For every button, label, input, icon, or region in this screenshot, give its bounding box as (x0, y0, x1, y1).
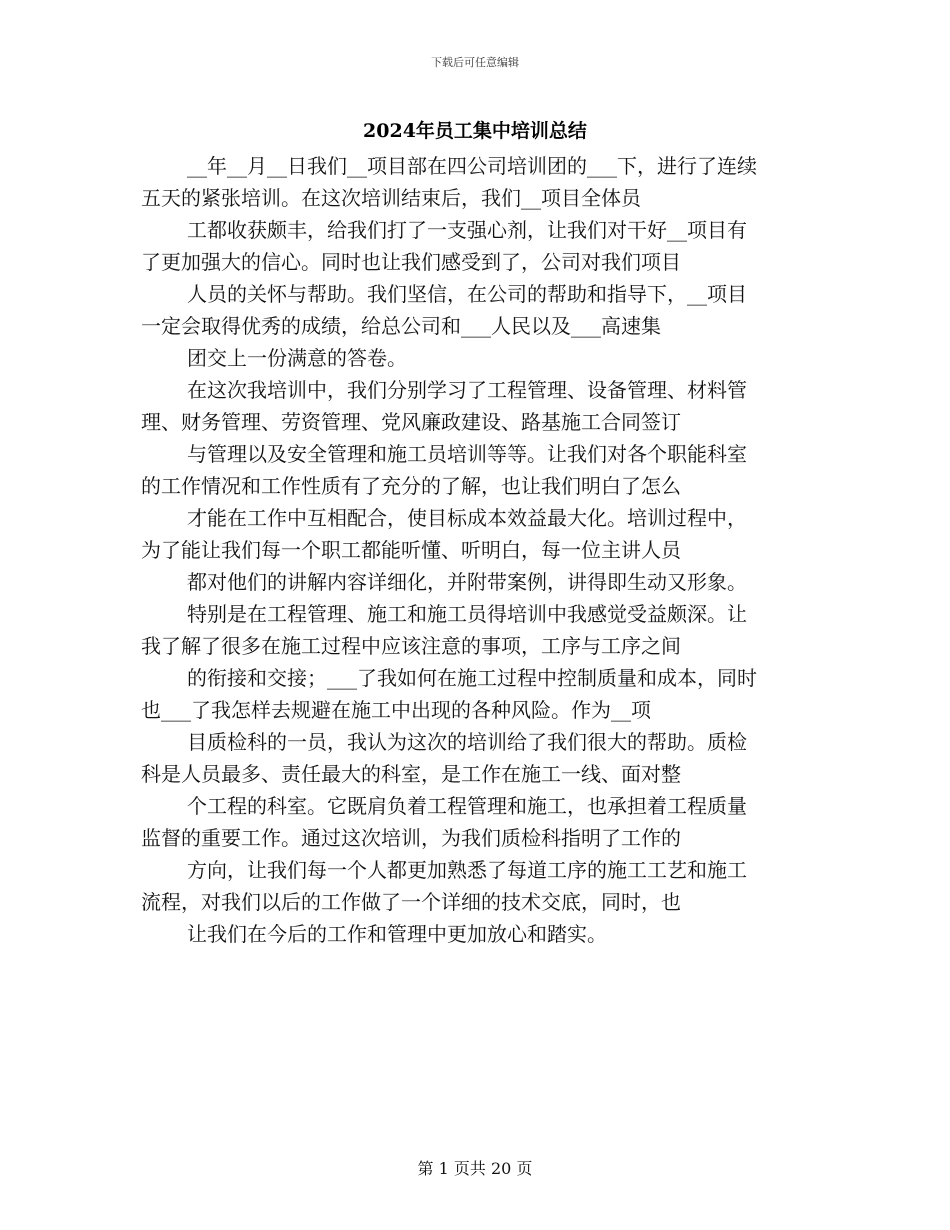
paragraph (141, 662, 811, 726)
text-line: 人员的关怀与帮助。我们坚信，在公司的帮助和指导下，__项目 (187, 282, 747, 306)
text-line: 也___了我怎样去规避在施工中出现的各种风险。作为__项 (141, 698, 651, 722)
paragraph (141, 566, 811, 598)
paragraph (141, 150, 811, 214)
text-line: 才能在工作中互相配合，使目标成本效益最大化。培训过程中， (187, 506, 747, 530)
text-line: 在这次我培训中，我们分别学习了工程管理、设备管理、材料管 (187, 378, 747, 402)
text-line: 的工作情况和工作性质有了充分的了解，也让我们明白了怎么 (141, 474, 681, 498)
paragraph (141, 214, 811, 278)
text-line: __年__月__日我们__项目部在四公司培训团的___下，进行了连续 (187, 154, 757, 178)
header-note: 下载后可任意编辑 (431, 56, 519, 69)
text-line: 方向，让我们每一个人都更加熟悉了每道工序的施工工艺和施工 (187, 858, 747, 882)
paragraph (141, 438, 811, 502)
text-line: 目质检科的一员，我认为这次的培训给了我们很大的帮助。质检 (187, 730, 747, 754)
text-line: 流程，对我们以后的工作做了一个详细的技术交底，同时，也 (141, 890, 681, 914)
text-line: 为了能让我们每一个职工都能听懂、听明白，每一位主讲人员 (141, 538, 681, 562)
text-line: 了更加强大的信心。同时也让我们感受到了，公司对我们项目 (141, 250, 681, 274)
text-line: 理、财务管理、劳资管理、党风廉政建设、路基施工合同签订 (141, 410, 681, 434)
document-body (141, 150, 811, 950)
text-line: 团交上一份满意的答卷。 (187, 346, 407, 370)
text-line: 特别是在工程管理、施工和施工员得培训中我感觉受益颇深。让 (187, 602, 747, 626)
text-line: 的衔接和交接；___了我如何在施工过程中控制质量和成本，同时 (187, 666, 757, 690)
paragraph (141, 598, 811, 662)
paragraph (141, 502, 811, 566)
text-line: 科是人员最多、责任最大的科室，是工作在施工一线、面对整 (141, 762, 681, 786)
text-line: 让我们在今后的工作和管理中更加放心和踏实。 (187, 922, 607, 946)
page-footer: 第 1 页共 20 页 (417, 1159, 533, 1178)
text-line: 监督的重要工作。通过这次培训，为我们质检科指明了工作的 (141, 826, 681, 850)
text-line: 一定会取得优秀的成绩，给总公司和___人民以及___高速集 (141, 314, 661, 338)
text-line: 个工程的科室。它既肩负着工程管理和施工，也承担着工程质量 (187, 794, 747, 818)
text-line: 五天的紧张培训。在这次培训结束后，我们__项目全体员 (141, 186, 641, 210)
paragraph (141, 726, 811, 790)
paragraph (141, 342, 811, 374)
text-line: 都对他们的讲解内容详细化，并附带案例，讲得即生动又形象。 (187, 570, 747, 594)
paragraph (141, 374, 811, 438)
text-line: 工都收获颇丰，给我们打了一支强心剂，让我们对干好__项目有 (187, 218, 747, 242)
paragraph (141, 278, 811, 342)
text-line: 与管理以及安全管理和施工员培训等等。让我们对各个职能科室 (187, 442, 747, 466)
paragraph (141, 790, 811, 854)
paragraph (141, 854, 811, 918)
text-line: 我了解了很多在施工过程中应该注意的事项，工序与工序之间 (141, 634, 681, 658)
document-title: 2024年员工集中培训总结 (363, 120, 587, 142)
paragraph (141, 918, 811, 950)
